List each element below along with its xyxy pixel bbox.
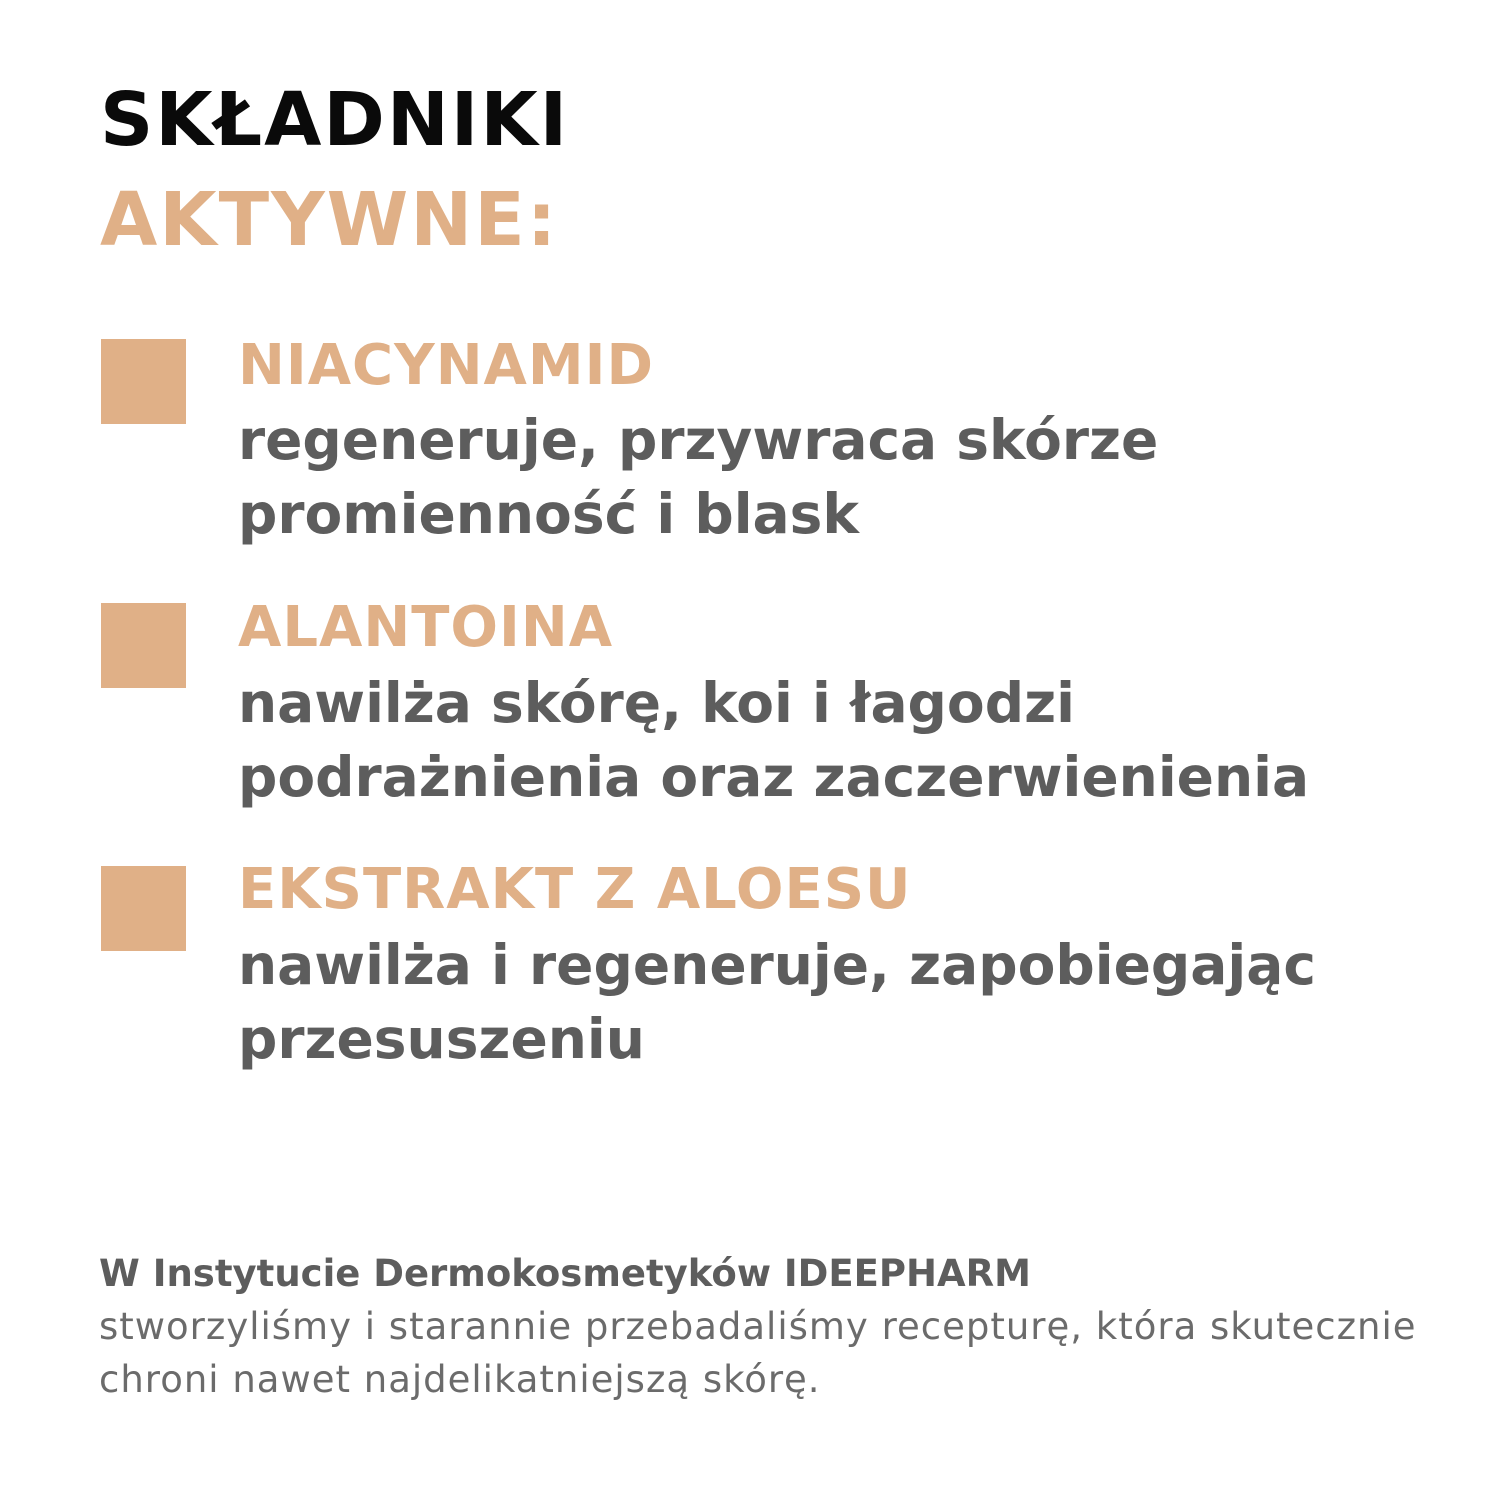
square-bullet-icon: [101, 339, 186, 424]
ingredient-description: nawilża i regeneruje, zapobiegając przesuszeniu: [238, 933, 1316, 1071]
ingredient-name: ALANTOINA: [238, 595, 614, 660]
page-title-line2: AKTYWNE:: [100, 177, 559, 263]
ingredient-name: EKSTRAKT Z ALOESU: [238, 857, 912, 922]
square-bullet-icon: [101, 866, 186, 951]
ingredient-description: nawilża skórę, koi i łagodzi podrażnienia oraz zaczerwienienia: [238, 671, 1310, 809]
footer-note: [99, 1247, 1439, 1406]
footer-body: stworzyliśmy i starannie przebadaliśmy recepturę, która skutecznie chroni nawet najdelikatniejszą skórę.: [99, 1305, 1417, 1401]
ingredient-description: regeneruje, przywraca skórze promienność i blask: [238, 408, 1159, 546]
ingredient-name: NIACYNAMID: [238, 333, 654, 398]
page-title-line1: SKŁADNIKI: [100, 77, 570, 163]
square-bullet-icon: [101, 603, 186, 688]
footer-lead: W Instytucie Dermokosmetyków IDEEPHARM: [99, 1252, 1031, 1295]
